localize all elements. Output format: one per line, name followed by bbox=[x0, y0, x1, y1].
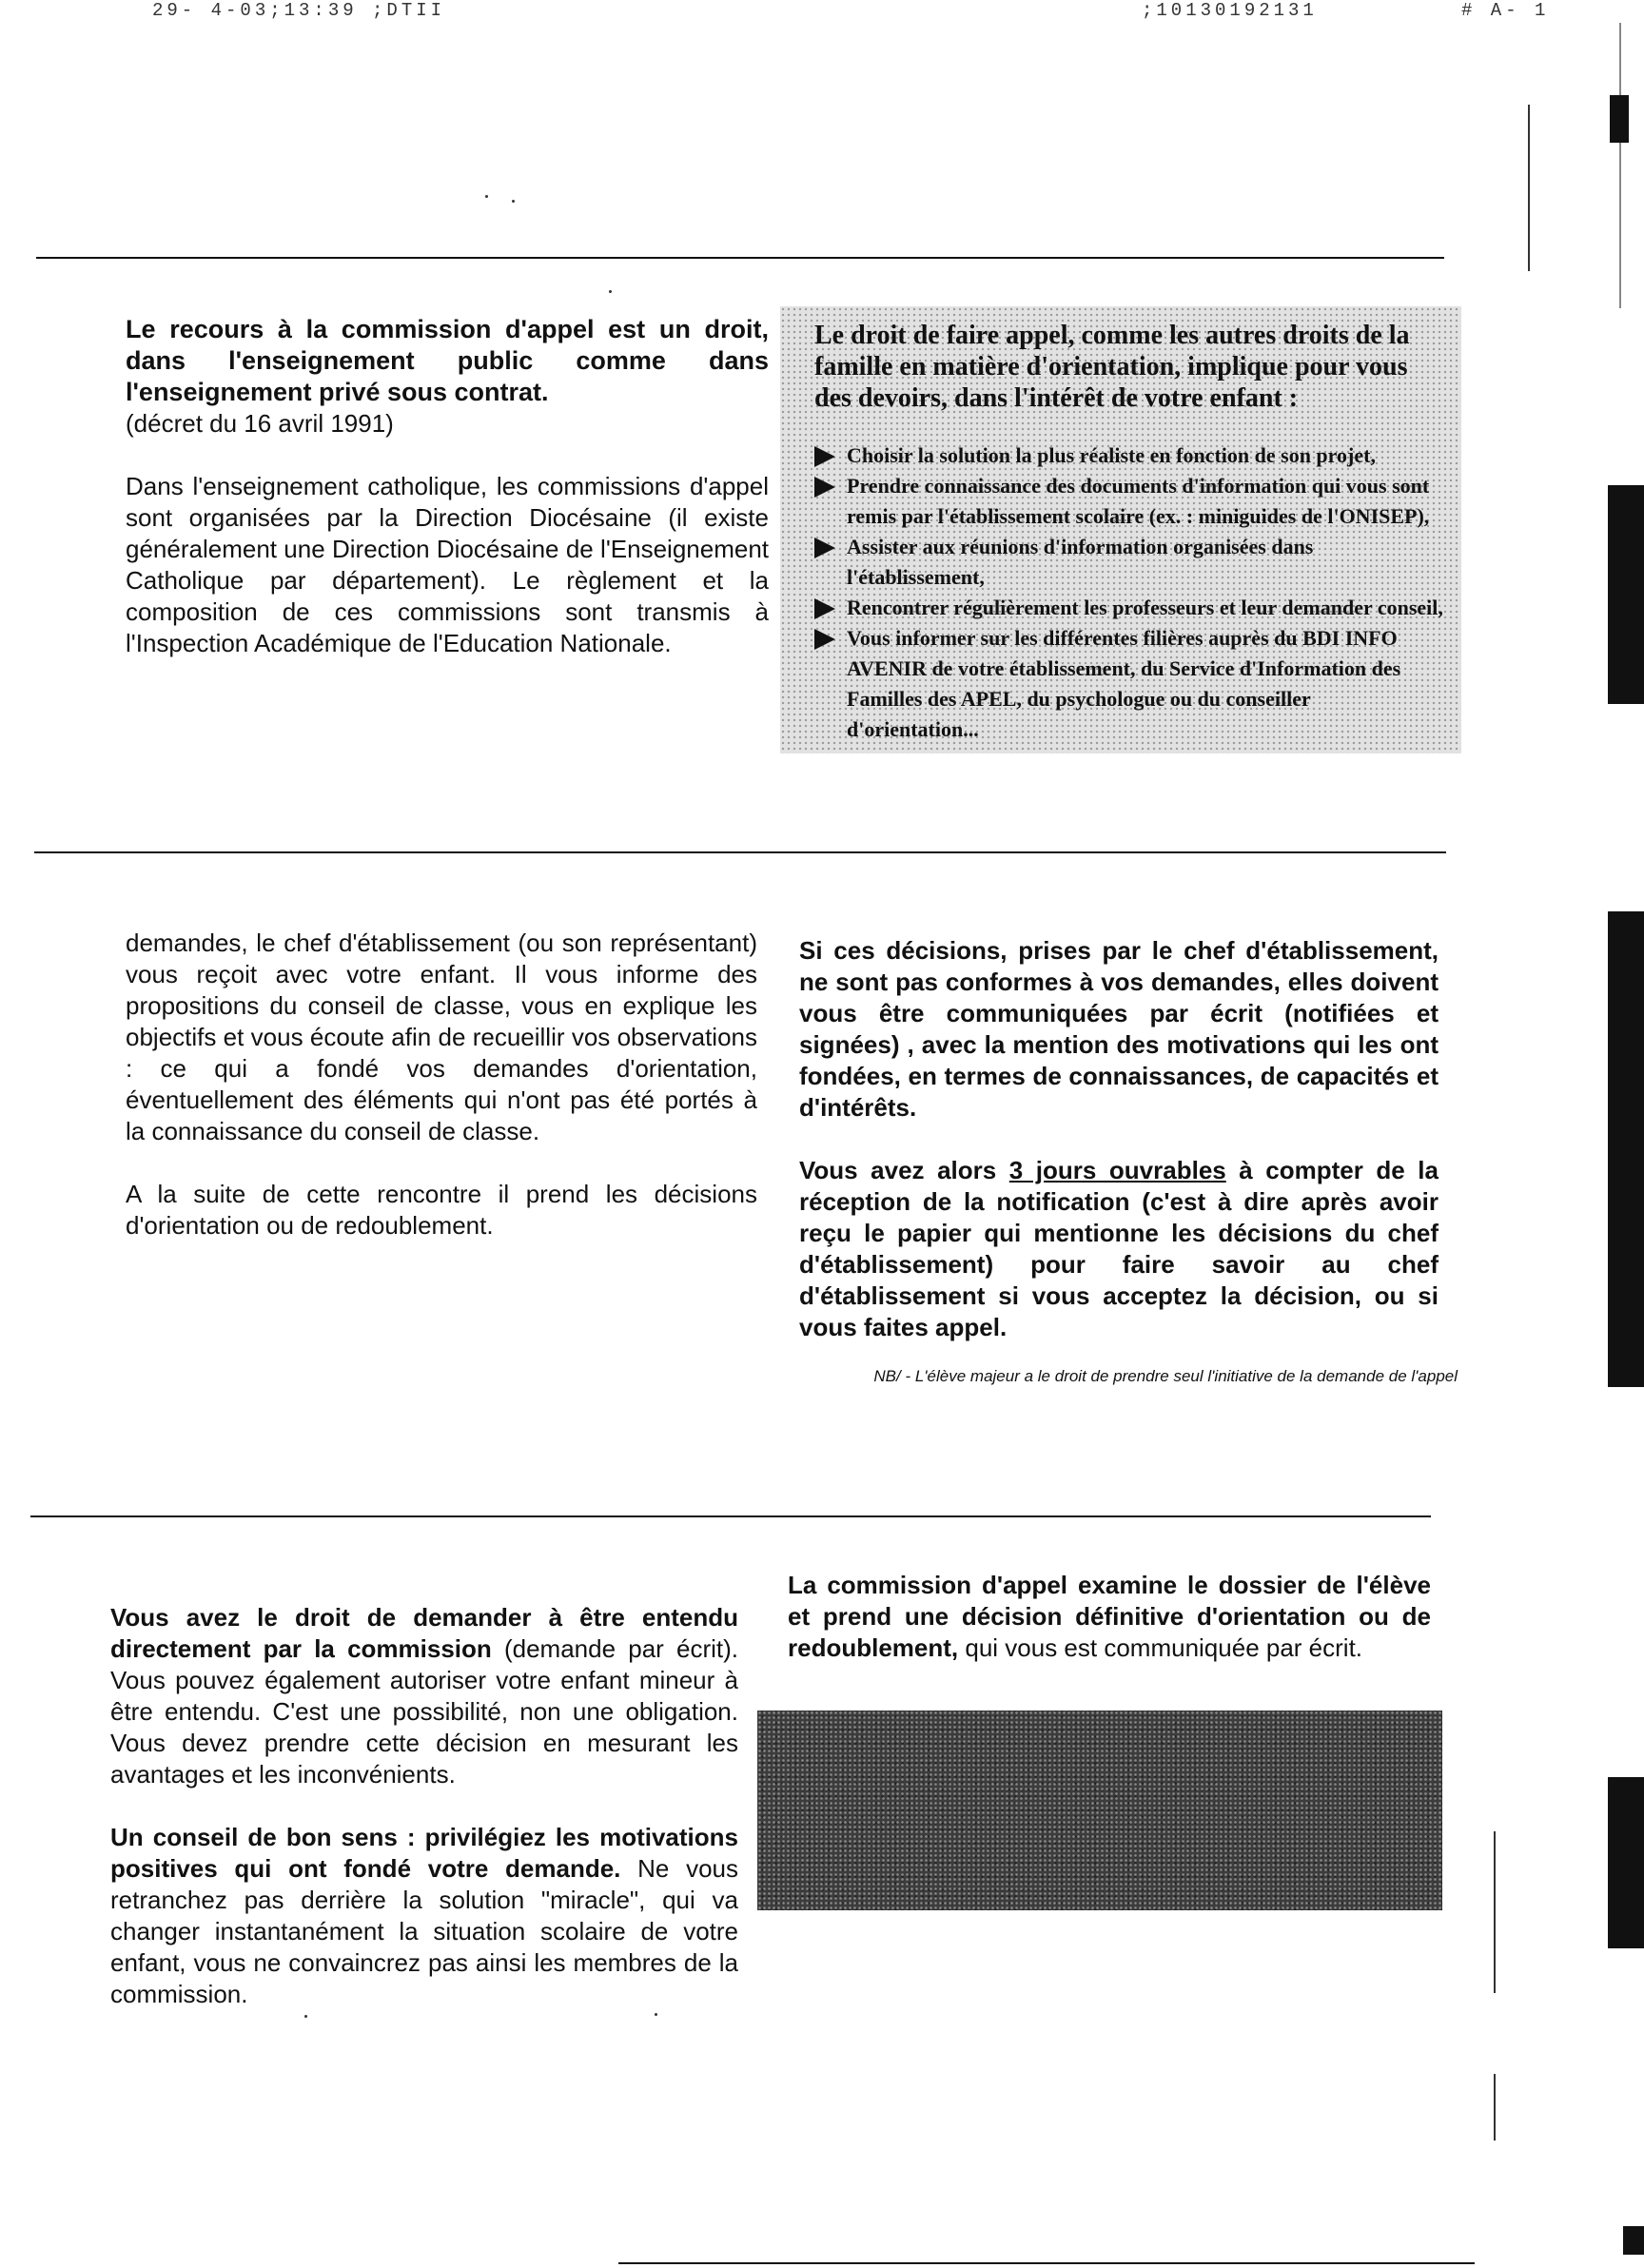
three-days-lead: Vous avez alors bbox=[799, 1156, 1009, 1184]
scan-margin-mark bbox=[1623, 2226, 1644, 2255]
section3-left-column bbox=[110, 1602, 738, 2042]
good-sense-advice-lead: Un conseil de bon sens : privilégiez les motivations positives qui ont fondé votre demande. bbox=[110, 1823, 738, 1883]
duty-text: Assister aux réunions d'information organisées dans l'établissement, bbox=[847, 535, 1314, 589]
scan-speck bbox=[512, 200, 515, 203]
fax-header-right: # A- 1 bbox=[1461, 0, 1550, 21]
scan-margin-mark bbox=[1608, 911, 1644, 1387]
triangle-bullet-icon bbox=[814, 446, 835, 467]
appeal-right-heading: Le recours à la commission d'appel est un droit, dans l'enseignement public comme dans l'enseignement privé sous contrat. bbox=[126, 315, 769, 406]
duty-list-item bbox=[814, 440, 1444, 471]
good-sense-advice-paragraph bbox=[110, 1822, 738, 2010]
meeting-paragraph: demandes, le chef d'établissement (ou son représentant) vous reçoit avec votre enfant. Il vous informe des propositions du conseil de classe, vous en explique les objectifs et vous écoute afin de recueillir vos observations : ce qui a fondé vos demandes d'orientation, éventuellement des éléments qui n'ont pas été portés à la connaissance du conseil de classe. bbox=[126, 929, 757, 1145]
written-notification-paragraph: Si ces décisions, prises par le chef d'établissement, ne sont pas conformes à vos demandes, elles doivent vous être communiquées par écrit (notifiées et signées) , avec la mention des motivations qui les ont fondées, en termes de connaissances, de capacités et d'intérêts. bbox=[799, 936, 1438, 1122]
commission-decision-rest: qui vous est communiquée par écrit. bbox=[958, 1633, 1363, 1662]
triangle-bullet-icon bbox=[814, 629, 835, 650]
scan-speck bbox=[485, 195, 488, 198]
duty-text: Rencontrer régulièrement les professeurs et leur demander conseil, bbox=[847, 596, 1443, 619]
section-divider bbox=[36, 257, 1444, 259]
fax-header-center: ;10130192131 bbox=[1142, 0, 1318, 21]
scan-margin-mark bbox=[1610, 95, 1629, 143]
adult-student-note: NB/ - L'élève majeur a le droit de prendre seul l'initiative de la demande de l'appel bbox=[873, 1367, 1458, 1385]
duty-text: Choisir la solution la plus réaliste en fonction de son projet, bbox=[847, 443, 1376, 467]
scan-margin-line bbox=[1528, 105, 1530, 271]
section3-right-column bbox=[788, 1570, 1431, 1695]
hearing-right-rest: (demande par écrit). Vous pouvez également autoriser votre enfant mineur à être entendu. C'est une possibilité, non une obligation. Vous devez prendre cette décision en mesurant les avantages et les inconvénients. bbox=[110, 1634, 739, 1789]
hearing-right-lead: Vous avez le droit de demander à être entendu directement par la commission bbox=[110, 1603, 738, 1663]
scan-margin-mark bbox=[1608, 485, 1644, 704]
triangle-bullet-icon bbox=[814, 598, 835, 619]
duty-list-item bbox=[814, 593, 1444, 623]
illegible-dark-box bbox=[757, 1711, 1442, 1910]
decision-paragraph: A la suite de cette rencontre il prend les décisions d'orientation ou de redoublement. bbox=[126, 1180, 757, 1240]
family-duties-title: Le droit de faire appel, comme les autres droits de la famille en matière d'orientation, implique pour vous des devoirs, dans l'intérêt de votre enfant : bbox=[814, 321, 1410, 413]
scan-margin-line bbox=[1494, 2074, 1496, 2141]
duty-list-item bbox=[814, 532, 1444, 593]
good-sense-advice-rest: Ne vous retranchez pas derrière la solution "miracle", qui va changer instantanément la situation scolaire de votre enfant, vous ne convaincrez pas ainsi les membres de la commission. bbox=[110, 1854, 738, 2008]
section-divider bbox=[30, 1515, 1431, 1517]
scan-margin-line bbox=[1494, 1831, 1496, 1993]
commission-decision-lead: La commission d'appel examine le dossier de l'élève et prend une décision définitive d'orientation ou de redoublement, bbox=[788, 1571, 1431, 1662]
triangle-bullet-icon bbox=[814, 538, 835, 558]
triangle-bullet-icon bbox=[814, 477, 835, 498]
scan-margin-mark bbox=[1608, 1777, 1644, 1948]
fax-header-left: 29- 4-03;13:39 ;DTII bbox=[152, 0, 446, 21]
section2-left-column bbox=[126, 928, 757, 1273]
family-duties-list bbox=[814, 440, 1444, 745]
commission-decision-paragraph bbox=[788, 1570, 1431, 1664]
duty-text: Prendre connaissance des documents d'information qui vous sont remis par l'établissement scolaire (ex. : miniguides de l'ONISEP), bbox=[847, 474, 1430, 528]
scan-margin-line bbox=[1619, 23, 1621, 308]
section-divider bbox=[34, 851, 1446, 853]
three-days-deadline: 3 jours ouvrables bbox=[1008, 1156, 1226, 1184]
section2-right-column bbox=[799, 935, 1438, 1375]
family-duties-box bbox=[780, 306, 1461, 753]
decree-reference: (décret du 16 avril 1991) bbox=[126, 409, 394, 438]
duty-list-item bbox=[814, 471, 1444, 532]
scan-bottom-edge bbox=[618, 2262, 1475, 2264]
scan-speck bbox=[609, 290, 612, 293]
three-days-paragraph bbox=[799, 1155, 1438, 1343]
duty-list-item bbox=[814, 623, 1444, 745]
three-days-rest: à compter de la réception de la notification (c'est à dire après avoir reçu le papier qui mentionne les décisions du chef d'établissement) pour faire savoir au chef d'établissement si vous acceptez la décision, ou si vous faites appel. bbox=[799, 1156, 1438, 1341]
catholic-education-paragraph: Dans l'enseignement catholique, les commissions d'appel sont organisées par la Direction Diocésaine (il existe généralement une Direction Diocésaine de l'Enseignement Catholique par département). Le règlement et la composition de ces commissions sont transmis à l'Inspection Académique de l'Education Nationale. bbox=[126, 472, 769, 657]
section1-left-column bbox=[126, 314, 769, 691]
duty-text: Vous informer sur les différentes filières auprès du BDI INFO AVENIR de votre établissement, du Service d'Information des Familles des APEL, du psychologue ou du conseiller d'orientation... bbox=[847, 626, 1401, 741]
hearing-right-paragraph bbox=[110, 1602, 738, 1790]
